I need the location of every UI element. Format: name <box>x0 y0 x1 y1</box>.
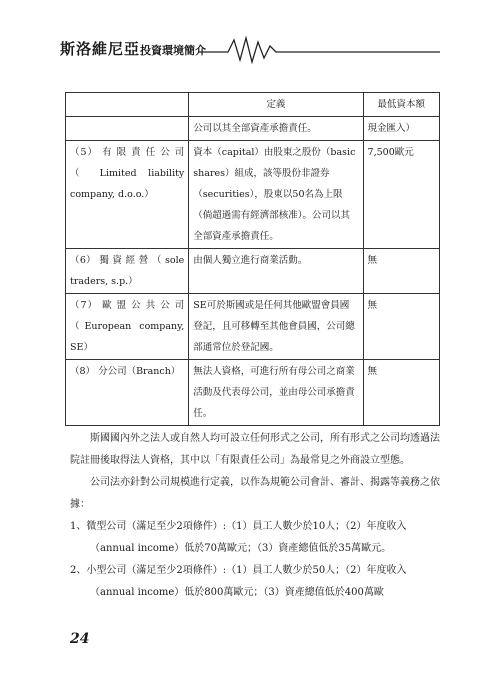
type-line: （5） 有 限 責 任 公 司 <box>70 147 185 158</box>
type-line: traders, s.p.） <box>70 276 138 287</box>
table-row <box>66 294 440 360</box>
type-line: （ Limited liability <box>70 168 185 179</box>
paragraph: 斯國國內外之法人或自然人均可設立任何形式之公司，所有形式之公司均透過法院註冊後取得法人資格，其中以「有限責任公司」為最常見之外商設立型態。 <box>70 433 440 466</box>
type-line: （8） 分公司（Branch） <box>70 366 181 377</box>
type-cell <box>66 360 189 426</box>
type-cell <box>66 294 189 360</box>
capital-cell: 7,500歐元 <box>363 141 439 249</box>
header-cell-definition: 定義 <box>189 93 363 117</box>
page-header <box>60 34 440 74</box>
definition-cell: SE可於斯國或是任何其他歐盟會員國登記，且可移轉至其他會員國，公司總部通常位於登記國。 <box>189 294 363 360</box>
type-line: company, d.o.o.） <box>70 189 154 200</box>
type-line: （European company, <box>70 321 185 332</box>
definition-cell: 公司以其全部資產承擔責任。 <box>189 117 363 141</box>
type-line: （6） 獨 資 經 營 （ sole <box>70 255 185 266</box>
header-title-sub: 投資環境簡介 <box>140 44 207 57</box>
header-title <box>60 38 206 59</box>
company-types-table <box>65 92 440 426</box>
table-row <box>66 249 440 294</box>
capital-cell: 無 <box>363 294 439 360</box>
definition-cell: 由個人獨立進行商業活動。 <box>189 249 363 294</box>
definition-cell: 資本（capital）由股東之股份（basic shares）組成，該等股份非證券（securities），股東以50名為上限（倘超過需有經濟部核准）。公司以其全部資產承擔責任。 <box>189 141 363 249</box>
capital-cell: 現金匯入） <box>363 117 439 141</box>
list-item: 1、微型公司（滿足至少2項條件）:（1）員工人數少於10人；（2）年度收入（annual income）低於70萬歐元；（3）資產總值低於35萬歐元。 <box>70 521 407 554</box>
body-text <box>70 428 440 604</box>
header-title-main: 斯洛維尼亞 <box>60 40 141 58</box>
table-row <box>66 117 440 141</box>
type-line: （7） 歐 盟 公 共 公 司 <box>70 300 185 311</box>
page-number: 24 <box>70 631 90 647</box>
type-cell <box>66 141 189 249</box>
paragraph: 公司法亦針對公司規模進行定義，以作為規範公司會計、審計、揭露等義務之依據： <box>70 477 440 510</box>
type-line: SE） <box>70 342 93 353</box>
header-cell-empty <box>66 93 189 117</box>
type-cell <box>66 249 189 294</box>
table-header-row <box>66 93 440 117</box>
header-wave-line <box>198 34 440 64</box>
definition-cell: 無法人資格，可進行所有母公司之商業活動及代表母公司，並由母公司承擔責任。 <box>189 360 363 426</box>
capital-cell: 無 <box>363 249 439 294</box>
table-row <box>66 141 440 249</box>
capital-cell: 無 <box>363 360 439 426</box>
table-row <box>66 360 440 426</box>
header-cell-min-capital: 最低資本額 <box>363 93 439 117</box>
type-cell <box>66 117 189 141</box>
list-item: 2、小型公司（滿足至少2項條件）:（1）員工人數少於50人；（2）年度收入（annual income）低於800萬歐元；（3）資產總值低於400萬歐 <box>70 565 407 598</box>
